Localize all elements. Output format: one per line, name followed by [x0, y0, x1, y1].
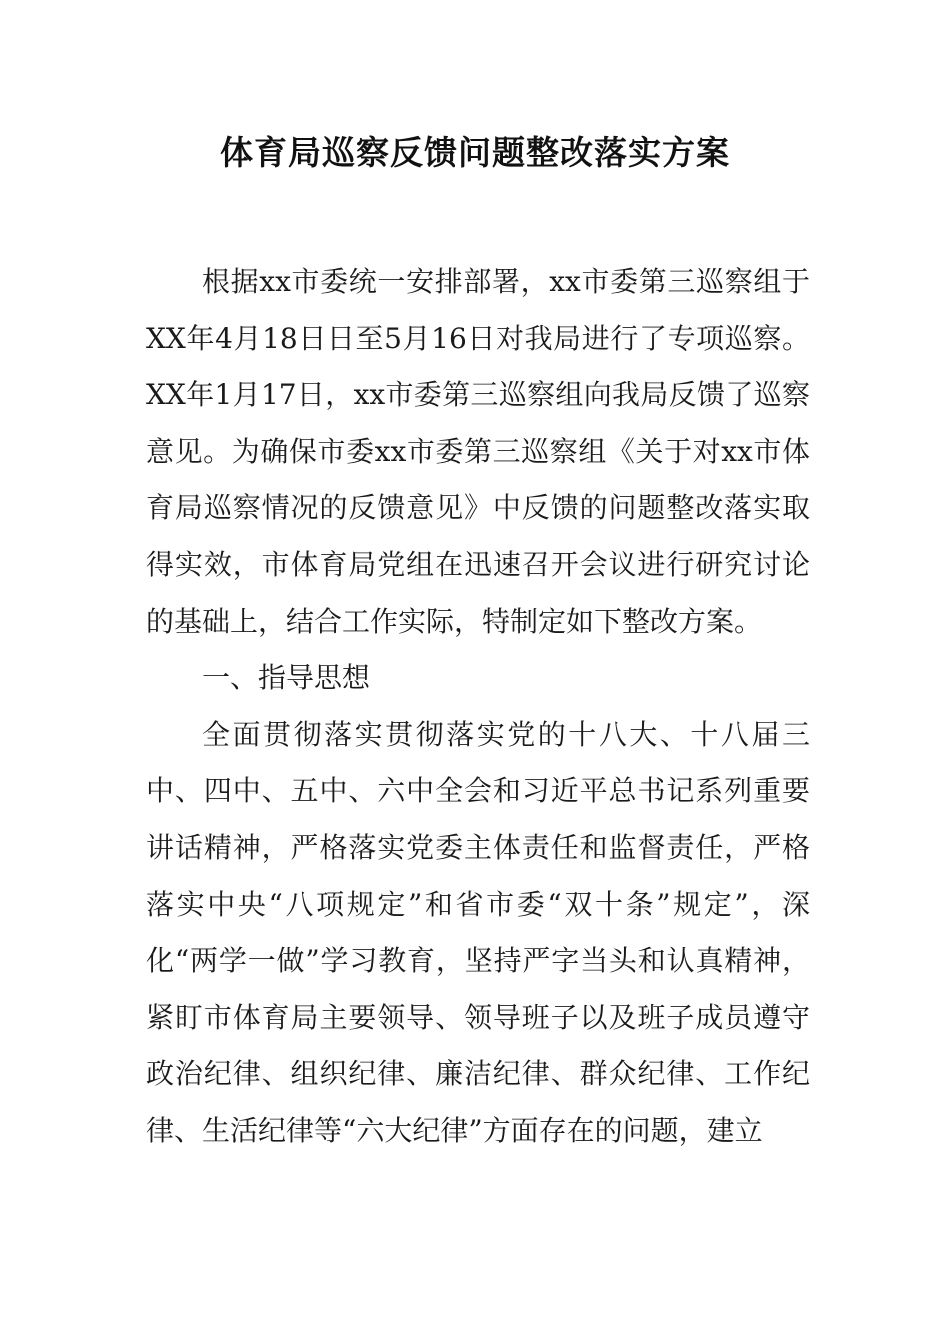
text-line: 中央“八项规定”和省市委“双十条”规定”，深化: [146, 887, 810, 978]
text-line: 于XX年4月18日日至5月16日对我局进行了专项巡: [146, 265, 810, 355]
text-line: 整改落实取得实效，市体育局党组在迅速召开会议进: [146, 491, 810, 581]
text-line: 紧盯市体育局主要领导、领导班子以及班子成员遵守: [146, 1000, 810, 1034]
text-line: 了巡察意见。为确保市委xx市委第三巡察组《关于: [146, 378, 810, 468]
text-line: 改方案。: [650, 604, 763, 638]
paragraph-intro: [146, 254, 810, 650]
text-line: “两学一做”学习教育，坚持严字当头和认真精神，: [174, 944, 810, 978]
document-title: 体育局巡察反馈问题整改落实方案: [220, 133, 730, 172]
text-line: 全面贯彻落实贯彻落实党的十八大、十八届三中、: [146, 717, 810, 808]
text-line: 政治纪律、组织纪律、廉洁纪律、群众纪律、工作纪: [146, 1057, 810, 1091]
heading-text: 一、指导思想: [202, 661, 371, 695]
document-body: [146, 254, 810, 1160]
text-line: 根据xx市委统一安排部署，xx市委第三巡察组: [202, 265, 782, 298]
text-line: 律、生活纪律等“六大纪律”方面存在的问题，建立: [146, 1113, 763, 1147]
text-line: 察。XX年1月17日，xx市委第三巡察组向我局反馈: [146, 321, 810, 412]
text-line: 行研究讨论的基础上，结合工作实际，特制定如下整: [146, 547, 810, 638]
text-line: 四中、五中、六中全会和习近平总书记系列重要讲话: [146, 774, 810, 864]
paragraph-guiding-ideology: [146, 707, 810, 1160]
text-line: 精神，严格落实党委主体责任和监督责任，严格落实: [146, 830, 810, 921]
text-line: 对xx市体育局巡察情况的反馈意见》中反馈的问题: [146, 434, 810, 525]
section-heading: [146, 650, 810, 707]
